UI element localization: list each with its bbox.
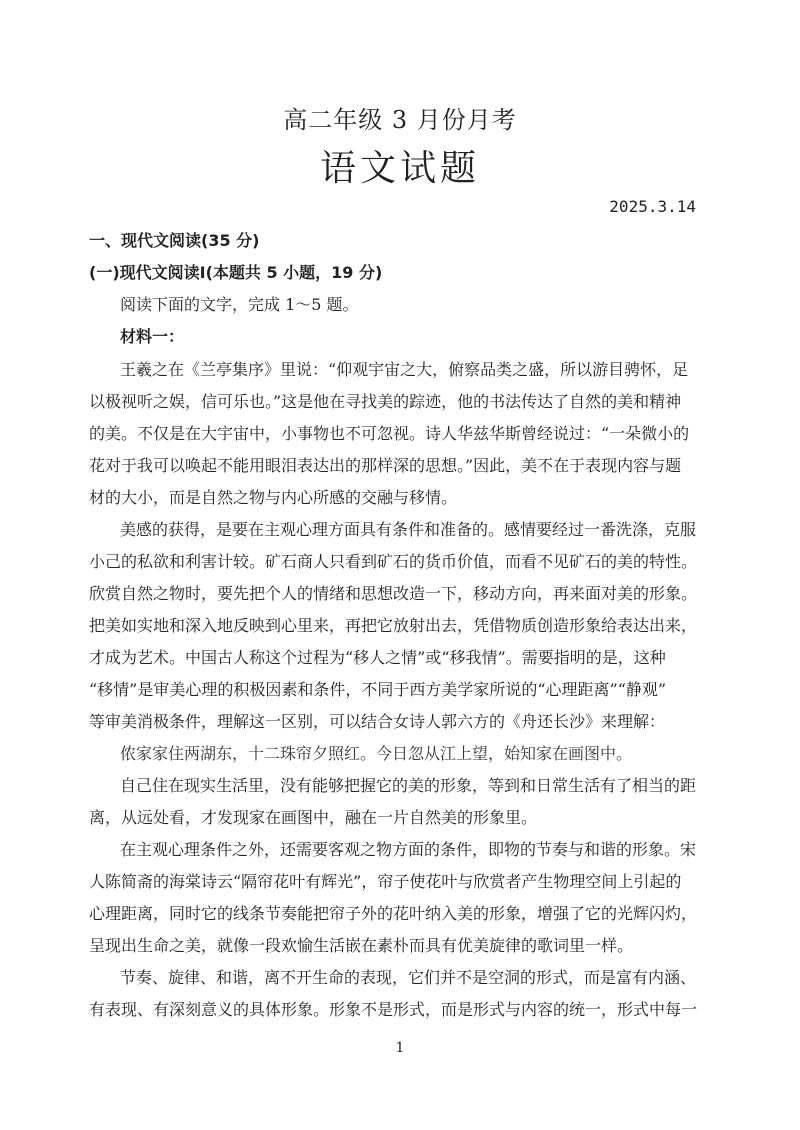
paragraph-line: 王羲之在《兰亭集序》里说：“仰观宇宙之大，俯察品类之盛，所以游目骋怀，足: [120, 360, 689, 379]
subsection-heading-reading-1: (一)现代文阅读Ⅰ(本题共 5 小题，19 分): [89, 263, 383, 282]
paragraph-line: 等审美消极条件，理解这一区别，可以结合女诗人郭六方的《舟还长沙》来理解：: [89, 712, 666, 731]
exam-title: 语文试题: [319, 148, 480, 189]
paragraph-line: 以极视听之娱，信可乐也。”这是他在寻找美的踪迹，他的书法传达了自然的美和精神: [89, 392, 682, 411]
paragraph-line: 在主观心理条件之外，还需要客观之物方面的条件，即物的节奏与和谐的形象。宋: [120, 840, 697, 859]
page-number: 1: [395, 1040, 405, 1056]
paragraph-line: 人陈简斋的海棠诗云“隔帘花叶有辉光”，帘子使花叶与欣赏者产生物理空间上引起的: [89, 872, 682, 891]
paragraph-line: 材的大小，而是自然之物与内心所感的交融与移情。: [89, 488, 458, 507]
instructions-text: 阅读下面的文字，完成 1～5 题。: [120, 295, 359, 314]
material-label: 材料一：: [120, 327, 185, 346]
exam-subtitle: 高二年级 3 月份月考: [283, 106, 517, 134]
paragraph-line: 小己的私欲和利害计较。矿石商人只看到矿石的货币价值，而看不见矿石的美的特性。: [89, 552, 698, 571]
exam-date: 2025.3.14: [609, 197, 696, 216]
paragraph-line: 节奏、旋律、和谐，离不开生命的表现，它们并不是空洞的形式，而是富有内涵、: [120, 968, 697, 987]
paragraph-line: 呈现出生命之美，就像一段欢愉生活嵌在素朴而具有优美旋律的歌词里一样。: [89, 936, 634, 955]
paragraph-line: 离，从远处看，才发现家在画图中，融在一片自然美的形象里。: [89, 808, 538, 827]
paragraph-line: 欣赏自然之物时，要先把个人的情绪和思想改造一下，移动方向，再来面对美的形象。: [89, 584, 698, 603]
paragraph-line: 的美。不仅是在大宇宙中，小事物也不可忽视。诗人华兹华斯曾经说过：“一朵微小的: [89, 424, 690, 443]
paragraph-line: 才成为艺术。中国古人称这个过程为“移人之情”或“移我情”。需要指明的是，这种: [89, 648, 666, 667]
paragraph-line: 把美如实地和深入地反映到心里来，再把它放射出去，凭借物质创造形象给表达出来，: [89, 616, 698, 635]
paragraph-line: 花对于我可以唤起不能用眼泪表达出的那样深的思想。”因此，美不在于表现内容与题: [89, 456, 682, 475]
paragraph-line: 美感的获得，是要在主观心理方面具有条件和准备的。感情要经过一番洗涤，克服: [120, 520, 697, 539]
section-heading-modern-reading: 一、现代文阅读(35 分): [89, 231, 260, 250]
paragraph-line: 有表现、有深刻意义的具体形象。形象不是形式，而是形式与内容的统一，形式中每一: [89, 1000, 698, 1019]
paragraph-line: 心理距离，同时它的线条节奏能把帘子外的花叶纳入美的形象，增强了它的光辉闪灼，: [89, 904, 698, 923]
paragraph-line: 自己住在现实生活里，没有能够把握它的美的形象，等到和日常生活有了相当的距: [120, 776, 697, 795]
poem-line: 侬家家住两湖东，十二珠帘夕照红。今日忽从江上望，始知家在画图中。: [120, 744, 633, 763]
paragraph-line: “移情”是审美心理的积极因素和条件，不同于西方美学家所说的“心理距离”“静观”: [89, 680, 667, 699]
